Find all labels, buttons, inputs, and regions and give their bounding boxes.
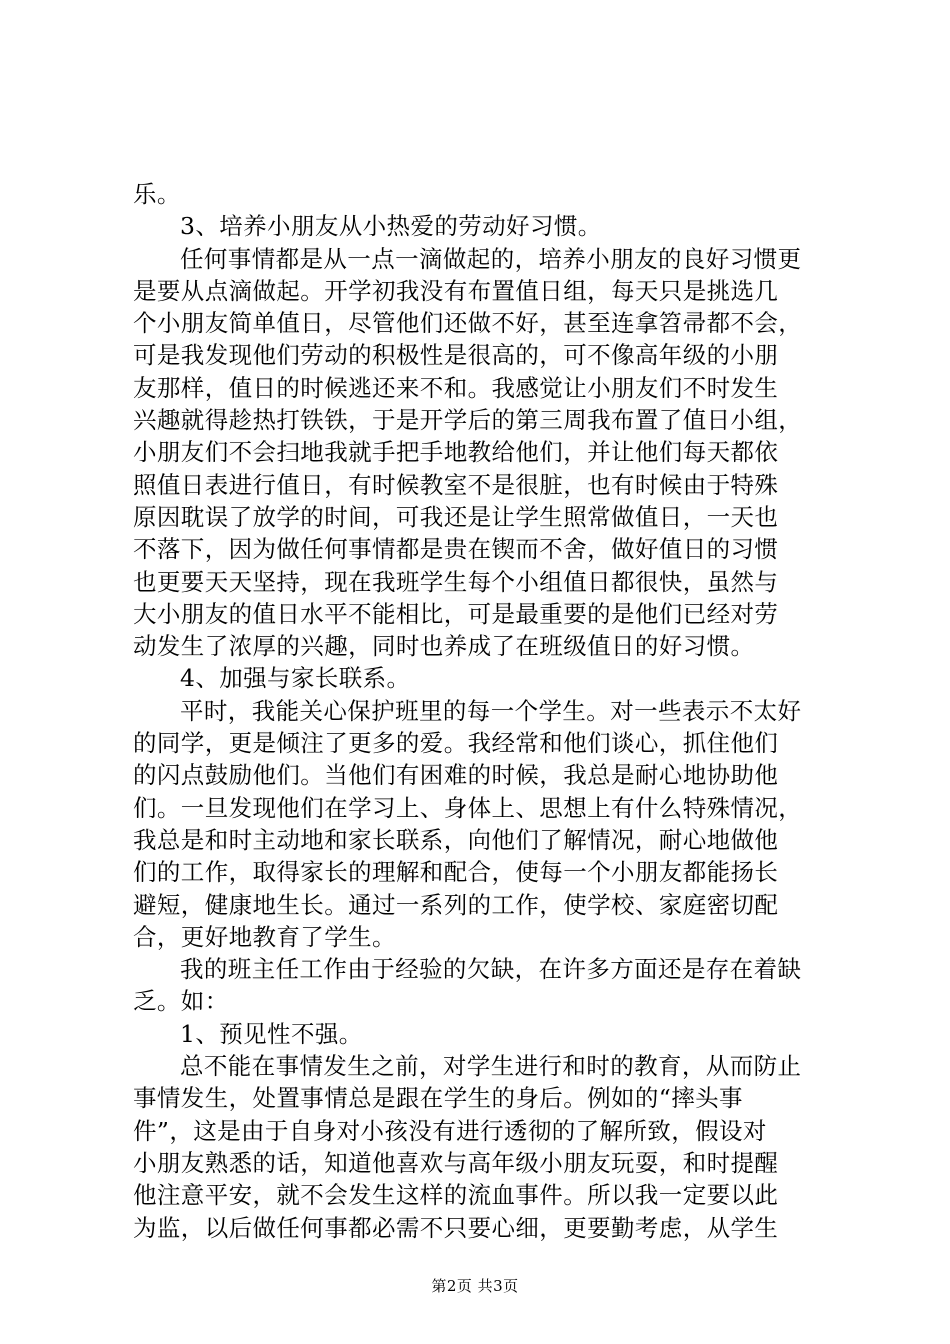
text-line: 照值日表进行值日，有时候教室不是很脏，也有时候由于特殊	[133, 470, 779, 499]
text-line: 可是我发现他们劳动的积极性是很高的，可不像高年级的小朋	[133, 341, 779, 370]
text-line: 事情发生，处置事情总是跟在学生的身后。例如的“摔头事	[133, 1084, 743, 1113]
text-line: 4、加强与家长联系。	[180, 664, 411, 693]
text-line: 也更要天天坚持，现在我班学生每个小组值日都很快，虽然与	[133, 567, 779, 596]
text-line: 的闪点鼓励他们。当他们有困难的时候，我总是耐心地协助他	[133, 761, 779, 790]
text-line: 是要从点滴做起。开学初我没有布置值日组，每天只是挑选几	[133, 276, 779, 305]
text-line: 我总是和时主动地和家长联系，向他们了解情况，耐心地做他	[133, 825, 779, 854]
text-line: 小朋友们不会扫地我就手把手地教给他们，并让他们每天都依	[133, 438, 779, 467]
text-line: 的同学，更是倾注了更多的爱。我经常和他们谈心，抓住他们	[133, 729, 779, 758]
text-line: 总不能在事情发生之前，对学生进行和时的教育，从而防止	[180, 1052, 802, 1081]
text-line: 避短，健康地生长。通过一系列的工作，使学校、家庭密切配	[133, 890, 779, 919]
text-line: 兴趣就得趁热打铁铁，于是开学后的第三周我布置了值日小组，	[133, 406, 803, 435]
text-line: 大小朋友的值日水平不能相比，可是最重要的是他们已经对劳	[133, 599, 779, 628]
page-footer: 第2页 共3页	[431, 1277, 519, 1295]
text-line: 任何事情都是从一点一滴做起的，培养小朋友的良好习惯更	[180, 244, 802, 273]
text-line: 合，更好地教育了学生。	[133, 922, 396, 951]
text-line: 我的班主任工作由于经验的欠缺，在许多方面还是存在着缺	[180, 955, 802, 984]
text-line: 个小朋友简单值日，尽管他们还做不好，甚至连拿笤帚都不会，	[133, 309, 803, 338]
text-line: 3、培养小朋友从小热爱的劳动好习惯。	[180, 212, 602, 241]
text-line: 们。一旦发现他们在学习上、身体上、思想上有什么特殊情况，	[133, 793, 803, 822]
text-line: 1、预见性不强。	[180, 1019, 363, 1048]
text-line: 们的工作，取得家长的理解和配合，使每一个小朋友都能扬长	[133, 858, 779, 887]
text-line: 平时，我能关心保护班里的每一个学生。对一些表示不太好	[180, 696, 802, 725]
text-line: 动发生了浓厚的兴趣，同时也养成了在班级值日的好习惯。	[133, 632, 755, 661]
text-line: 乏。如：	[133, 987, 229, 1016]
text-line: 乐。	[133, 180, 181, 208]
text-line: 友那样，值日的时候逃还来不和。我感觉让小朋友们不时发生	[133, 373, 779, 402]
document-body	[133, 178, 833, 1244]
text-line: 原因耽误了放学的时间，可我还是让学生照常做值日，一天也	[133, 502, 779, 531]
text-line: 不落下，因为做任何事情都是贵在锲而不舍，做好值日的习惯	[133, 535, 779, 564]
text-line: 为监，以后做任何事都必需不只要心细，更要勤考虑，从学生	[133, 1213, 779, 1242]
text-line: 件”，这是由于自身对小孩没有进行透彻的了解所致，假设对	[133, 1116, 767, 1145]
text-line: 小朋友熟悉的话，知道他喜欢与高年级小朋友玩耍，和时提醒	[133, 1148, 779, 1177]
text-line: 他注意平安，就不会发生这样的流血事件。所以我一定要以此	[133, 1181, 779, 1210]
